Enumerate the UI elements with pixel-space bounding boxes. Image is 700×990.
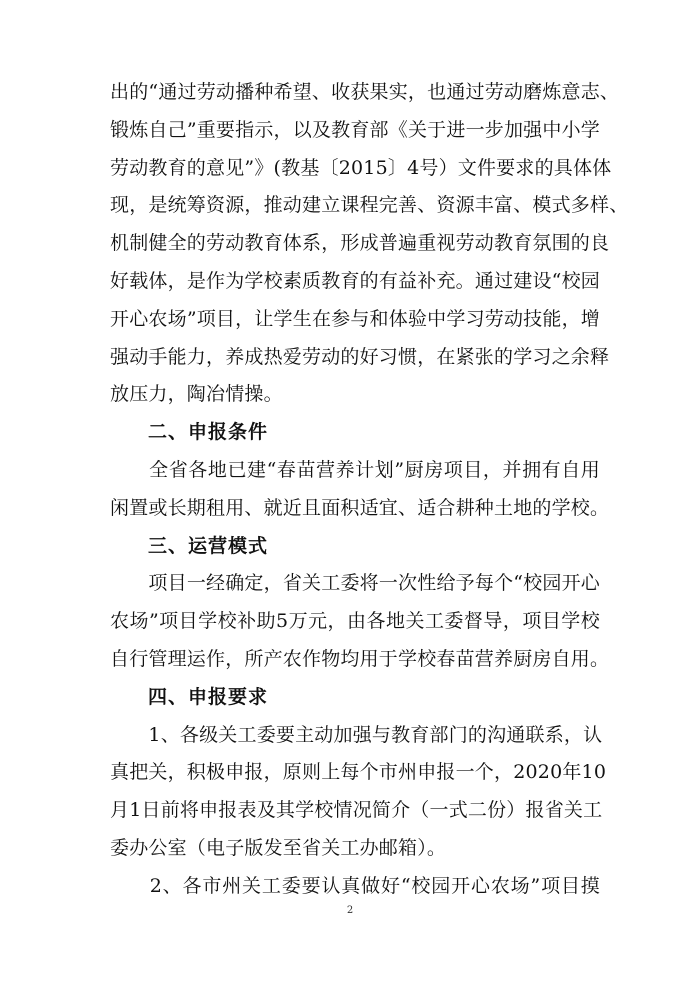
line-1: 锻炼自己”重要指示，以及教育部《关于进一步加强中小学 [110,118,600,141]
line-13: 项目一经确定，省关工委将一次性给予每个“校园开心 [110,572,600,595]
line-5: 好载体，是作为学校素质教育的有益补充。通过建设“校园 [110,269,600,292]
line-8: 放压力，陶冶情操。 [110,383,283,406]
line-6: 开心农场”项目，让学生在参与和体验中学习劳动技能，增 [110,307,600,330]
line-11: 闲置或长期租用、就近且面积适宜、适合耕种土地的学校。 [110,496,610,519]
section-heading-operation-mode: 三、运营模式 [148,534,269,557]
line-4: 机制健全的劳动教育体系，形成普遍重视劳动教育氛围的良 [110,232,610,255]
line-10: 全省各地已建“春苗营养计划”厨房项目，并拥有自用 [110,458,600,481]
line-14: 农场”项目学校补助5万元，由各地关工委督导，项目学校 [110,610,600,633]
line-17: 1、各级关工委要主动加强与教育部门的沟通联系，认 [110,723,603,746]
line-2: 劳动教育的意见”》(教基〔2015〕4号）文件要求的具体体 [110,156,612,179]
line-21: 2、各市州关工委要认真做好“校园开心农场”项目摸 [110,874,600,897]
page-number: 2 [346,905,354,916]
line-15: 自行管理运作，所产农作物均用于学校春苗营养厨房自用。 [110,647,610,670]
section-heading-application-requirements: 四、申报要求 [148,685,269,708]
line-0: 出的“通过劳动播种希望、收获果实，也通过劳动磨炼意志、 [110,81,620,103]
line-7: 强动手能力，养成热爱劳动的好习惯，在紧张的学习之余释 [110,345,610,368]
line-3: 现，是统筹资源，推动建立课程完善、资源丰富、模式多样、 [110,194,629,217]
line-19: 月1日前将申报表及其学校情况简介（一式二份）报省关工 [110,799,603,822]
document-body [110,74,629,906]
line-20: 委办公室（电子版发至省关工办邮箱）。 [110,836,447,859]
line-18: 真把关，积极申报，原则上每个市州申报一个，2020年10 [110,761,607,784]
section-heading-application-conditions: 二、申报条件 [148,421,269,444]
